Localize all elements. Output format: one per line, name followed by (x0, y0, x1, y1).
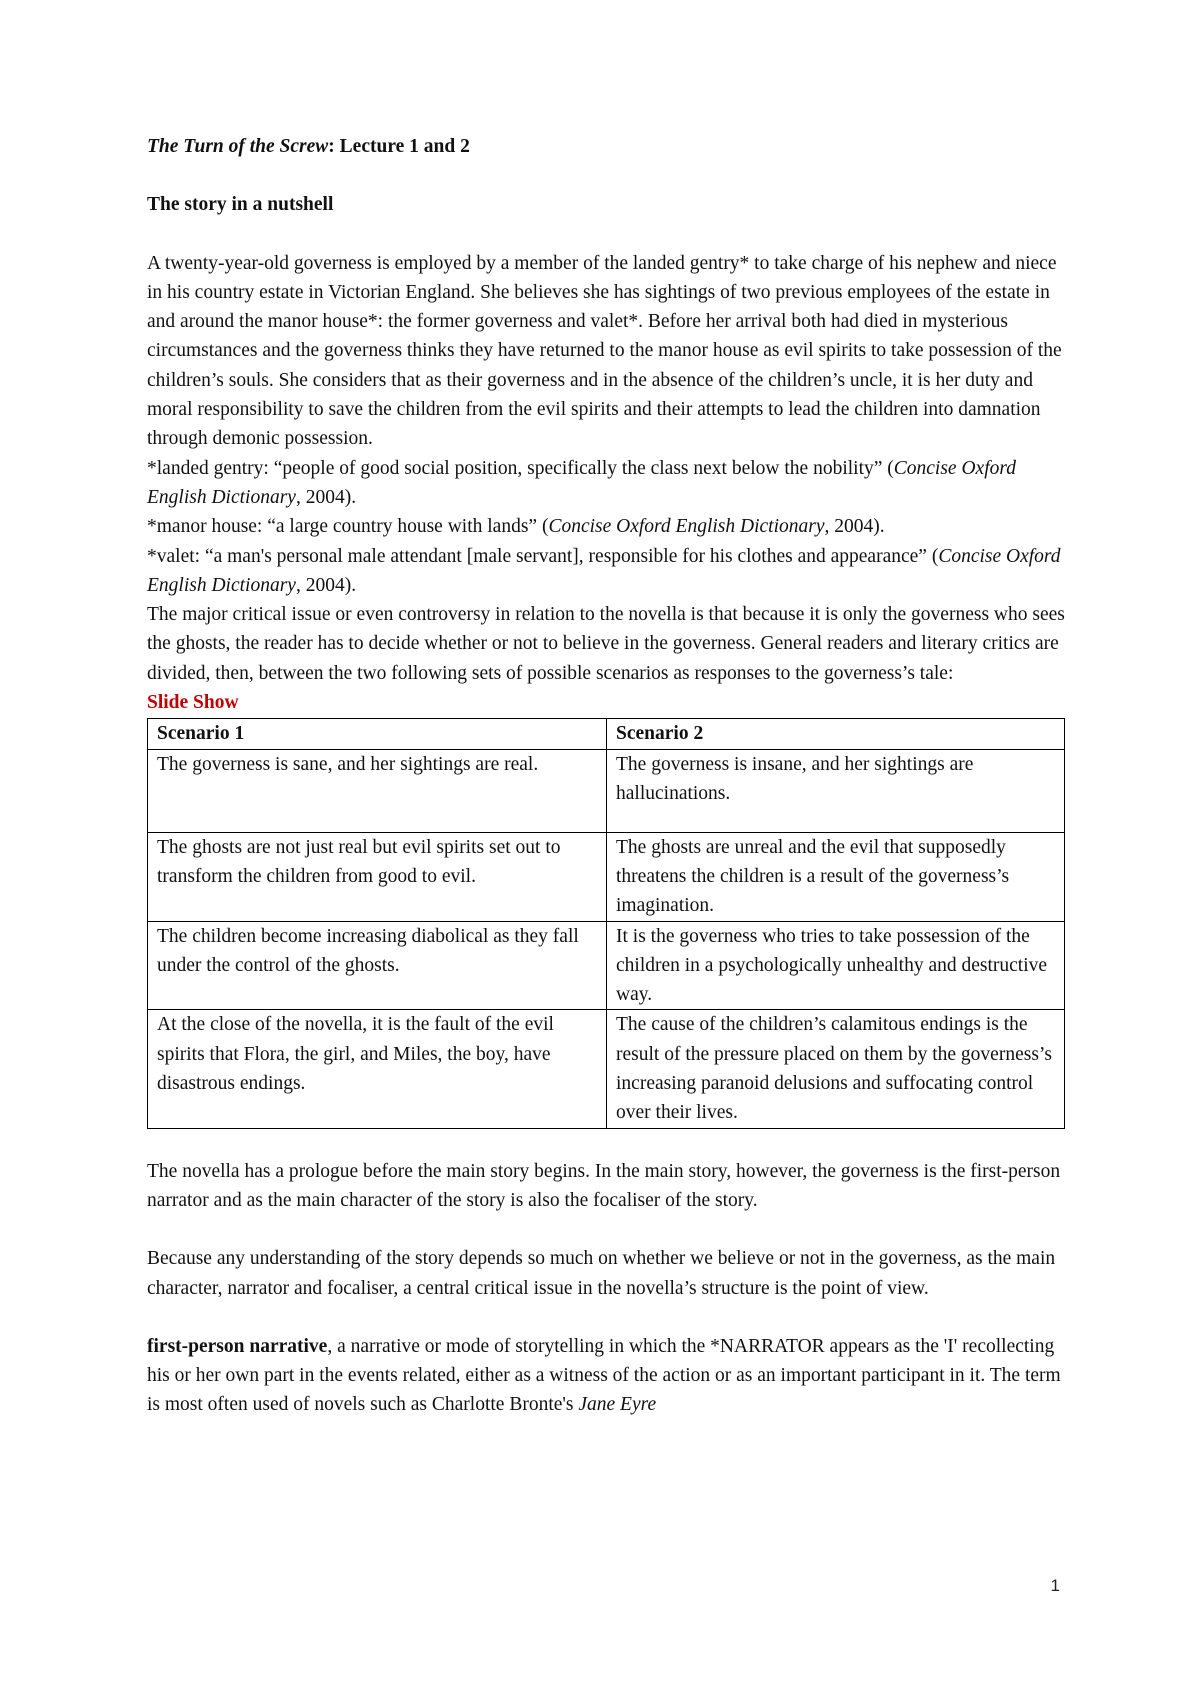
scenario-table (147, 718, 1065, 1128)
footnote-source: Concise Oxford English Dictionary (548, 516, 825, 538)
document-page (147, 132, 1065, 1420)
slide-show-link[interactable]: Slide Show (147, 692, 239, 714)
table-header-scenario-2: Scenario 2 (607, 719, 1065, 749)
footnote-valet (147, 542, 1065, 601)
title-lecture: : Lecture 1 and 2 (328, 136, 470, 157)
definition-body: , a narrative or mode of storytelling in which the *NARRATOR appears as the 'I' recollecting his or her own part in the events related, either as a witness of the action or as an important participant in it. The term is most often used of novels such as Charlotte Bronte's (147, 1335, 1061, 1416)
table-cell: It is the governess who tries to take possession of the children in a psychologically unhealthy and destructive way. (607, 921, 1065, 1010)
footnote-manor-house (147, 512, 1065, 541)
table-row (148, 921, 1065, 1010)
footnote-tail: , 2004). (824, 516, 885, 538)
table-header-row (148, 719, 1065, 749)
title-work-name: The Turn of the Screw (147, 136, 329, 157)
footnote-tail: , 2004). (295, 574, 357, 596)
footnote-text: *landed gentry: “people of good social position, specifically the class next below the nobility” ( (147, 457, 894, 479)
summary-paragraph: A twenty-year-old governess is employed by a member of the landed gentry* to take charge of his nephew and niece in his country estate in Victorian England. She believes she has sightings of two previous employees of the estate in and around the manor house*: the former governess and valet*. Before her arrival both had died in mysterious circumstances and the governess thinks they have returned to the manor house as evil spirits to take possession of the children’s souls. She considers that as their governess and in the absence of the children’s uncle, it is her duty and moral responsibility to save the children from the evil spirits and their attempts to lead the children into damnation through demonic possession. (147, 252, 1062, 450)
footnote-text: *valet: “a man's personal male attendant [male servant], responsible for his clothes and appearance” ( (147, 545, 939, 567)
table-row (148, 749, 1065, 832)
definition-term: first-person narrative (147, 1335, 328, 1357)
table-cell: The ghosts are not just real but evil spirits set out to transform the children from good to evil. (148, 832, 607, 921)
document-title (147, 132, 1065, 161)
definition-paragraph (147, 1332, 1065, 1420)
table-header-scenario-1: Scenario 1 (148, 719, 607, 749)
section-heading: The story in a nutshell (147, 194, 334, 216)
table-cell: The governess is insane, and her sightings are hallucinations. (607, 749, 1065, 832)
point-of-view-paragraph: Because any understanding of the story depends so much on whether we believe or not in the governess, as the main character, narrator and focaliser, a central critical issue in the novella’s structure is the point of view. (147, 1248, 1056, 1299)
definition-work: Jane Eyre (578, 1394, 657, 1416)
table-row (148, 832, 1065, 921)
table-row (148, 1010, 1065, 1128)
footnote-tail: , 2004). (295, 486, 357, 508)
table-cell: At the close of the novella, it is the fault of the evil spirits that Flora, the girl, and Miles, the boy, have disastrous endings. (148, 1010, 607, 1128)
footnote-landed-gentry (147, 454, 1065, 513)
footnote-text: *manor house: “a large country house with lands” ( (147, 516, 549, 538)
table-cell: The children become increasing diabolical as they fall under the control of the ghosts. (148, 921, 607, 1010)
prologue-paragraph: The novella has a prologue before the main story begins. In the main story, however, the governess is the first-person narrator and as the main character of the story is also the focaliser of the story. (147, 1160, 1061, 1211)
page-number: 1 (1050, 1576, 1060, 1595)
table-cell: The cause of the children’s calamitous endings is the result of the pressure placed on them by the governess’s increasing paranoid delusions and suffocating control over their lives. (607, 1010, 1065, 1128)
table-cell: The ghosts are unreal and the evil that supposedly threatens the children is a result of the governess’s imagination. (607, 832, 1065, 921)
footnote-source: Concise Oxford English Dictionary (147, 457, 1016, 508)
controversy-paragraph: The major critical issue or even controversy in relation to the novella is that because it is only the governess who sees the ghosts, the reader has to decide whether or not to believe in the governess. General readers and literary critics are divided, then, between the two following sets of possible scenarios as responses to the governess’s tale: (147, 604, 1065, 684)
footnote-source: Concise Oxford English Dictionary (147, 545, 1061, 596)
table-cell: The governess is sane, and her sightings are real. (148, 749, 607, 832)
